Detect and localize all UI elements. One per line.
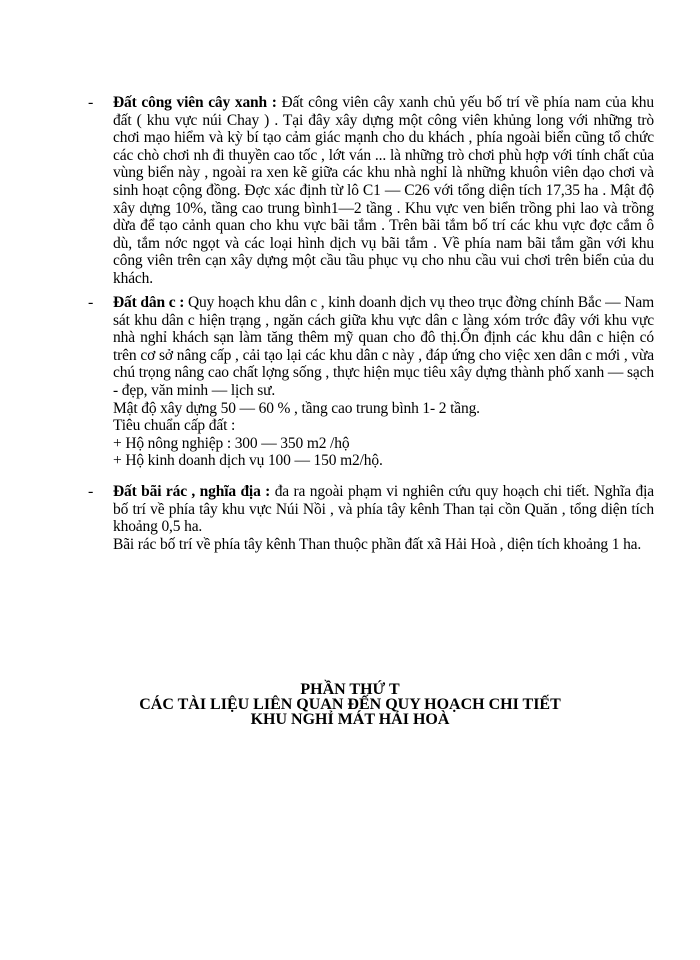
section-body [113,483,654,553]
list-bullet: - [88,94,94,111]
section-park-land [88,94,654,288]
section-paragraph [113,94,654,288]
section-text: Quy hoạch khu dân c , kinh doanh dịch vụ theo trục đờng chính Bắc — Nam sát khu dân c hiện trạng , ngăn cách giữa khu vực dân c làng xóm trớc đây với khu vực nhà nghỉ khách sạn làm tăng thêm mỹ quan cho đô thị.Ổn định các khu dân c hiện có trên cơ sở nâng cấp , cải tạo lại các khu dân c này , đáp ứng cho việc xen dân c mới , vừa chú trọng nâng cao chất lợng sống , thực hiện mục tiêu xây dựng thành phố xanh — sạch - đẹp, văn minh — lịch sư. [113,294,654,399]
section-text: Đất công viên cây xanh chủ yếu bố trí về phía nam của khu đất ( khu vực núi Chay ) . Tại đây xây dựng một công viên khủng long với những trò chơi mạo hiểm và kỳ bí tạo cảm giác mạnh cho du khách , phía ngoài biển cũng tổ chức các chò chơi nh đi thuyền cao tốc , lớt ván ... là những trò chơi phù hợp với tính chất của vùng biển này , ngoài ra xen kẽ giữa các khu nhà nghỉ là những khuôn viên dạo chơi và sinh hoạt cộng đồng. Đợc xác định từ lô C1 — C26 với tổng diện tích 17,35 ha . Mật độ xây dựng 10%, tầng cao trung bình1—2 tầng . Khu vực ven biển trồng phi lao và trồng dừa để tạo cảnh quan cho khu vực bãi tắm . Trên bãi tắm bố trí các khu vực đợc cắm ô dù, tắm nớc ngọt và các loại hình dịch vụ bãi tắm . Về phía nam bãi tắm gần với khu công viên trên cạn xây dựng một cầu tầu phục vụ cho nhu cầu vui chơi trên biển của du khách. [113,94,654,287]
section-paragraph [113,483,654,536]
section-heading: Đất công viên cây xanh : [113,94,277,111]
list-bullet: - [88,294,94,311]
section-landfill-cemetery [88,483,654,553]
section-residential-land [88,294,654,470]
part-heading-line3: KHU NGHỈ MÁT HẢI HOÀ [250,711,450,728]
part-heading-line2: CÁC TÀI LIỆU LIÊN QUAN ĐẾN QUY HOẠCH CHI TIẾT [139,696,561,713]
part-heading-line1: PHẦN THỨ T [300,681,400,698]
list-bullet: - [88,483,94,500]
land-standard-item: + Hộ kinh doanh dịch vụ 100 — 150 m2/hộ. [113,452,383,470]
section-heading: Đất bãi rác , nghĩa địa : [113,483,271,500]
section-heading: Đất dân c : [113,294,185,311]
land-standard-label: Tiêu chuẩn cấp đất : [113,417,236,435]
density-line: Mật độ xây dựng 50 — 60 % , tầng cao trung bình 1- 2 tầng. [113,399,480,417]
land-standard-item: + Hộ nông nghiệp : 300 — 350 m2 /hộ [113,434,350,452]
section-text: đa ra ngoài phạm vi nghiên cứu quy hoạch chi tiết. Nghĩa địa bố trí về phía tây khu vực Núi Nồi , và phía tây kênh Than tại cồn Quăn , tổng diện tích khoảng 0,5 ha. [113,483,654,536]
section-paragraph: Bãi rác bố trí về phía tây kênh Than thuộc phần đất xã Hải Hoà , diện tích khoảng 1 ha. [113,535,642,553]
section-body [113,94,654,288]
section-paragraph [113,294,654,400]
section-body [113,294,654,470]
part-heading [0,682,700,727]
